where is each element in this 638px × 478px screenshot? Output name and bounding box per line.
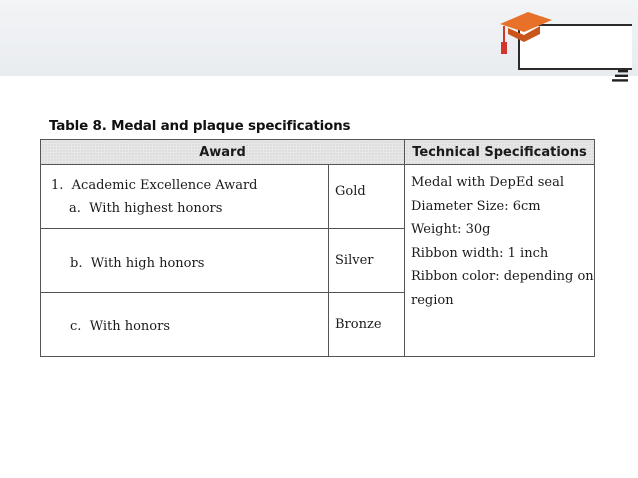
table-title: Table 8. Medal and plaque specifications bbox=[49, 118, 351, 134]
spec-line: Diameter Size: 6cm bbox=[411, 198, 541, 214]
table-row bbox=[41, 165, 595, 229]
medal-cell bbox=[329, 293, 405, 357]
spec-line: Medal with DepEd seal bbox=[411, 175, 565, 190]
header-award: Award bbox=[41, 140, 405, 165]
medal-type: Bronze bbox=[335, 317, 382, 332]
award-item: b. With high honors bbox=[70, 256, 205, 271]
menu-lines-icon[interactable] bbox=[612, 70, 628, 82]
award-cell bbox=[41, 229, 329, 293]
award-category: 1. Academic Excellence Award bbox=[51, 177, 258, 193]
medal-type: Silver bbox=[335, 253, 374, 268]
award-item: c. With honors bbox=[70, 319, 170, 334]
medal-cell bbox=[329, 229, 405, 293]
award-cell bbox=[41, 165, 329, 229]
medal-cell bbox=[329, 165, 405, 229]
medal-specifications-table bbox=[40, 139, 595, 357]
spec-line: region bbox=[411, 292, 454, 308]
spec-line: Weight: 30g bbox=[411, 222, 491, 237]
award-item: a. With highest honors bbox=[69, 200, 223, 216]
award-cell bbox=[41, 293, 329, 357]
spec-line: Ribbon width: 1 inch bbox=[411, 245, 549, 261]
medal-type: Gold bbox=[335, 184, 366, 199]
specifications-cell bbox=[405, 165, 595, 357]
graduation-cap-icon bbox=[494, 4, 554, 60]
spec-line: Ribbon color: depending on bbox=[411, 269, 594, 284]
header-technical-specifications: Technical Specifications bbox=[405, 140, 595, 165]
